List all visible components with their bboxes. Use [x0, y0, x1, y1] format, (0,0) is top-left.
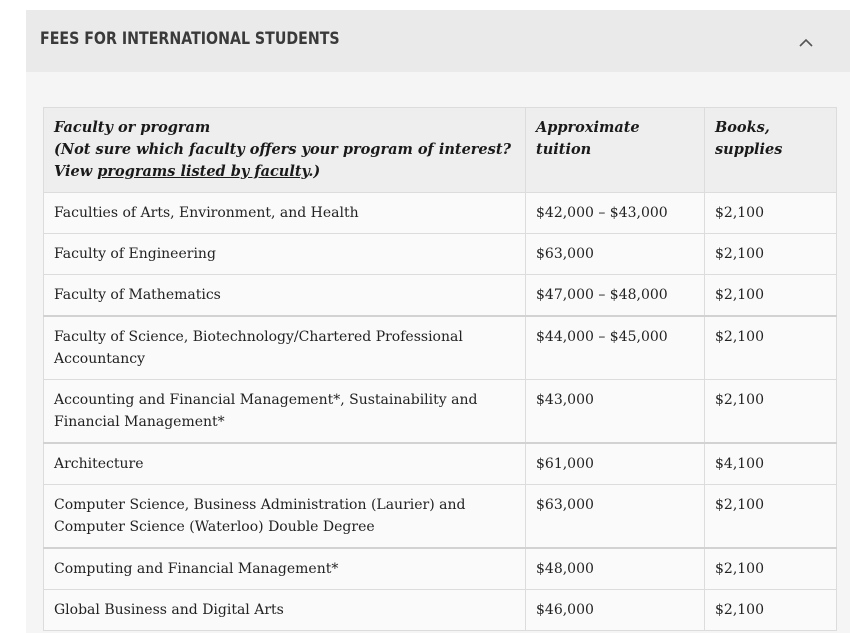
cell-books: $2,100	[705, 316, 837, 380]
header-program-line1: Faculty or program	[54, 119, 211, 136]
cell-program: Faculty of Science, Biotechnology/Chartered Professional Accountancy	[44, 316, 526, 380]
table-row	[44, 548, 837, 590]
cell-program: Architecture	[44, 443, 526, 485]
fees-table	[43, 107, 837, 631]
cell-program: Faculty of Engineering	[44, 234, 526, 275]
table-row	[44, 590, 837, 631]
accordion-header[interactable]	[26, 10, 850, 72]
cell-tuition: $48,000	[526, 548, 705, 590]
table-row	[44, 275, 837, 317]
table-row	[44, 234, 837, 275]
cell-program: Faculties of Arts, Environment, and Health	[44, 193, 526, 234]
cell-tuition: $42,000 – $43,000	[526, 193, 705, 234]
cell-tuition: $43,000	[526, 380, 705, 444]
table-row	[44, 380, 837, 444]
cell-tuition: $61,000	[526, 443, 705, 485]
cell-program: Accounting and Financial Management*, Sustainability and Financial Management*	[44, 380, 526, 444]
chevron-up-icon[interactable]	[796, 34, 816, 52]
header-program-line3-prefix: View	[54, 163, 98, 180]
cell-program: Computer Science, Business Administration (Laurier) and Computer Science (Waterloo) Double Degree	[44, 485, 526, 549]
header-tuition: Approximate tuition	[526, 108, 705, 193]
header-program-line2: (Not sure which faculty offers your program of interest?	[54, 141, 512, 158]
cell-books: $2,100	[705, 485, 837, 549]
cell-tuition: $44,000 – $45,000	[526, 316, 705, 380]
cell-tuition: $63,000	[526, 485, 705, 549]
header-program	[44, 108, 526, 193]
cell-books: $2,100	[705, 234, 837, 275]
table-row	[44, 316, 837, 380]
cell-books: $2,100	[705, 548, 837, 590]
cell-books: $2,100	[705, 380, 837, 444]
header-books: Books, supplies	[705, 108, 837, 193]
fees-accordion	[26, 10, 850, 633]
header-program-line3-suffix: .)	[308, 163, 321, 180]
table-row	[44, 193, 837, 234]
cell-books: $2,100	[705, 193, 837, 234]
cell-program: Computing and Financial Management*	[44, 548, 526, 590]
table-header-row	[44, 108, 837, 193]
cell-program: Faculty of Mathematics	[44, 275, 526, 317]
cell-program: Global Business and Digital Arts	[44, 590, 526, 631]
cell-books: $2,100	[705, 590, 837, 631]
header-program-line3	[54, 161, 515, 183]
cell-tuition: $47,000 – $48,000	[526, 275, 705, 317]
table-row	[44, 443, 837, 485]
cell-books: $2,100	[705, 275, 837, 317]
programs-by-faculty-link[interactable]: programs listed by faculty	[97, 163, 309, 180]
section-title: FEES FOR INTERNATIONAL STUDENTS	[40, 29, 340, 48]
cell-tuition: $63,000	[526, 234, 705, 275]
cell-tuition: $46,000	[526, 590, 705, 631]
table-row	[44, 485, 837, 549]
cell-books: $4,100	[705, 443, 837, 485]
